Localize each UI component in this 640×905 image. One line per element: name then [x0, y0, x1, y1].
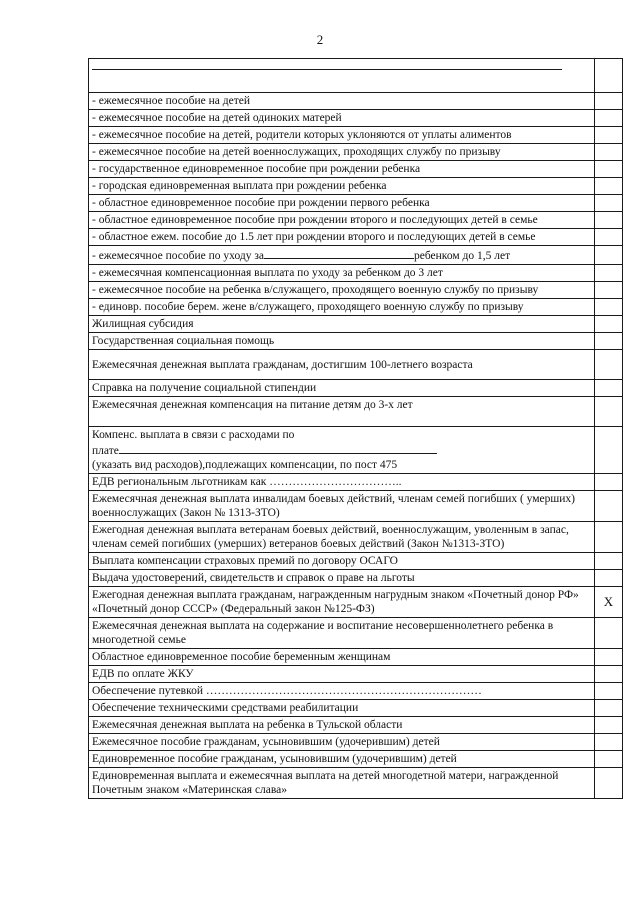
mark-cell[interactable]	[595, 717, 623, 734]
mark-cell[interactable]	[595, 178, 623, 195]
row-label: - государственное единовременное пособие при рождении ребенка	[89, 161, 595, 178]
row-label: - областное единовременное пособие при рождении первого ребенка	[89, 195, 595, 212]
table-row	[89, 144, 623, 161]
row-label: - ежемесячное пособие на детей военнослужащих, проходящих службу по призыву	[89, 144, 595, 161]
mark-cell[interactable]	[595, 522, 623, 553]
row-label-end: ребенком до 1,5 лет	[414, 250, 511, 262]
table-row	[89, 333, 623, 350]
row-label: Ежемесячная денежная компенсация на питание детям до 3-х лет	[89, 397, 595, 427]
mark-cell[interactable]	[595, 93, 623, 110]
mark-cell-checked[interactable]: X	[595, 587, 623, 618]
row-label: - ежемесячное пособие на детей, родители которых уклоняются от уплаты алиментов	[89, 127, 595, 144]
table-row	[89, 491, 623, 522]
page-number: 2	[316, 32, 324, 47]
compensation-line-1: Компенс. выплата в связи с расходами по	[92, 429, 295, 441]
table-row	[89, 195, 623, 212]
mark-cell[interactable]	[595, 316, 623, 333]
table-row	[89, 127, 623, 144]
mark-cell[interactable]	[595, 491, 623, 522]
table-row	[89, 717, 623, 734]
mark-cell[interactable]	[595, 127, 623, 144]
row-label: Ежемесячная денежная выплата на содержание и воспитание несовершеннолетнего ребенка в многодетной семье	[89, 618, 595, 649]
benefits-table	[88, 58, 623, 799]
row-label: Ежемесячная денежная выплата гражданам, достигшим 100-летнего возраста	[89, 350, 595, 380]
mark-cell[interactable]	[595, 299, 623, 316]
mark-cell[interactable]	[595, 229, 623, 246]
table-row	[89, 178, 623, 195]
row-label: Единовременное пособие гражданам, усыновившим (удочерившим) детей	[89, 751, 595, 768]
table-row	[89, 265, 623, 282]
row-label: - единовр. пособие берем. жене в/служащего, проходящего военную службу по призыву	[89, 299, 595, 316]
blank-field-line[interactable]	[264, 247, 414, 259]
mark-cell[interactable]	[595, 397, 623, 427]
table-row	[89, 587, 623, 618]
row-label: Ежемесячная денежная выплата на ребенка в Тульской области	[89, 717, 595, 734]
compensation-line-2: плате	[92, 445, 119, 457]
table-row	[89, 93, 623, 110]
mark-cell[interactable]	[595, 110, 623, 127]
mark-cell[interactable]	[595, 212, 623, 229]
table-row	[89, 299, 623, 316]
row-label: Жилищная субсидия	[89, 316, 595, 333]
row-label: Областное единовременное пособие беременным женщинам	[89, 649, 595, 666]
table-row	[89, 59, 623, 93]
row-label: - областное единовременное пособие при рождении второго и последующих детей в семье	[89, 212, 595, 229]
mark-cell[interactable]	[595, 59, 623, 93]
table-row	[89, 553, 623, 570]
mark-cell[interactable]	[595, 683, 623, 700]
mark-cell[interactable]	[595, 570, 623, 587]
row-label: Выплата компенсации страховых премий по договору ОСАГО	[89, 553, 595, 570]
table-row	[89, 350, 623, 380]
mark-cell[interactable]	[595, 282, 623, 299]
mark-cell[interactable]	[595, 666, 623, 683]
row-label: - ежемесячное пособие на детей	[89, 93, 595, 110]
table-row	[89, 683, 623, 700]
mark-cell[interactable]	[595, 734, 623, 751]
table-row	[89, 161, 623, 178]
table-row	[89, 700, 623, 717]
table-row	[89, 397, 623, 427]
table-row	[89, 734, 623, 751]
table-row	[89, 649, 623, 666]
table-row	[89, 666, 623, 683]
mark-cell[interactable]	[595, 333, 623, 350]
table-row	[89, 427, 623, 474]
mark-cell[interactable]	[595, 700, 623, 717]
row-label: Единовременная выплата и ежемесячная выплата на детей многодетной матери, награжденной Почетным знаком «Материнская слава»	[89, 768, 595, 799]
row-label: Выдача удостоверений, свидетельств и справок о праве на льготы	[89, 570, 595, 587]
row-label: - ежемесячное пособие на ребенка в/служащего, проходящего военную службу по призыву	[89, 282, 595, 299]
mark-cell[interactable]	[595, 474, 623, 491]
row-label: ЕДВ региональным льготникам как ……………………………..	[89, 474, 595, 491]
row-label: Государственная социальная помощь	[89, 333, 595, 350]
mark-cell[interactable]	[595, 649, 623, 666]
row-label: - ежемесячная компенсационная выплата по уходу за ребенком до 3 лет	[89, 265, 595, 282]
table-row	[89, 522, 623, 553]
row-label: Обеспечение путевкой ………………………………………………………………	[89, 683, 595, 700]
row-label: - городская единовременная выплата при рождении ребенка	[89, 178, 595, 195]
mark-cell[interactable]	[595, 380, 623, 397]
mark-cell[interactable]	[595, 144, 623, 161]
childcare-row-label	[89, 246, 595, 265]
row-label-start: - ежемесячное пособие по уходу за	[92, 250, 264, 262]
mark-cell[interactable]	[595, 350, 623, 380]
mark-cell[interactable]	[595, 618, 623, 649]
mark-cell[interactable]	[595, 427, 623, 474]
table-row	[89, 316, 623, 333]
mark-cell[interactable]	[595, 553, 623, 570]
table-row	[89, 246, 623, 265]
table-row	[89, 380, 623, 397]
row-label: Ежегодная денежная выплата гражданам, награжденным нагрудным знаком «Почетный донор РФ» «Почетный донор СССР» (Федеральный закон №125-ФЗ)	[89, 587, 595, 618]
row-label: Ежемесячная денежная выплата инвалидам боевых действий, членам семей погибших ( умерших) военнослужащих (Закон № 1313-ЗТО)	[89, 491, 595, 522]
table-row	[89, 229, 623, 246]
table-row	[89, 474, 623, 491]
table-row	[89, 751, 623, 768]
row-label: Ежегодная денежная выплата ветеранам боевых действий, военнослужащим, уволенным в запас, членам семей погибших (умерших) ветеранов боевых действий (Закон №1313-ЗТО)	[89, 522, 595, 553]
mark-cell[interactable]	[595, 265, 623, 282]
blank-field-line[interactable]	[119, 442, 437, 454]
row-label: Ежемесячное пособие гражданам, усыновившим (удочерившим) детей	[89, 734, 595, 751]
row-label: - областное ежем. пособие до 1.5 лет при рождении второго и последующих детей в семье	[89, 229, 595, 246]
compensation-row	[89, 427, 595, 474]
table-row	[89, 110, 623, 127]
row-label: - ежемесячное пособие на детей одиноких матерей	[89, 110, 595, 127]
mark-cell[interactable]	[595, 751, 623, 768]
table-row	[89, 570, 623, 587]
row-label: ЕДВ по оплате ЖКУ	[89, 666, 595, 683]
blank-line-cell	[89, 59, 595, 93]
mark-cell[interactable]	[595, 768, 623, 799]
table-row	[89, 212, 623, 229]
table-row	[89, 618, 623, 649]
row-label: Справка на получение социальной стипендии	[89, 380, 595, 397]
mark-cell[interactable]	[595, 195, 623, 212]
row-label: Обеспечение техническими средствами реабилитации	[89, 700, 595, 717]
table-row	[89, 768, 623, 799]
mark-cell[interactable]	[595, 246, 623, 265]
mark-cell[interactable]	[595, 161, 623, 178]
table-row	[89, 282, 623, 299]
compensation-line-3: (указать вид расходов),подлежащих компенсации, по пост 475	[92, 459, 398, 471]
